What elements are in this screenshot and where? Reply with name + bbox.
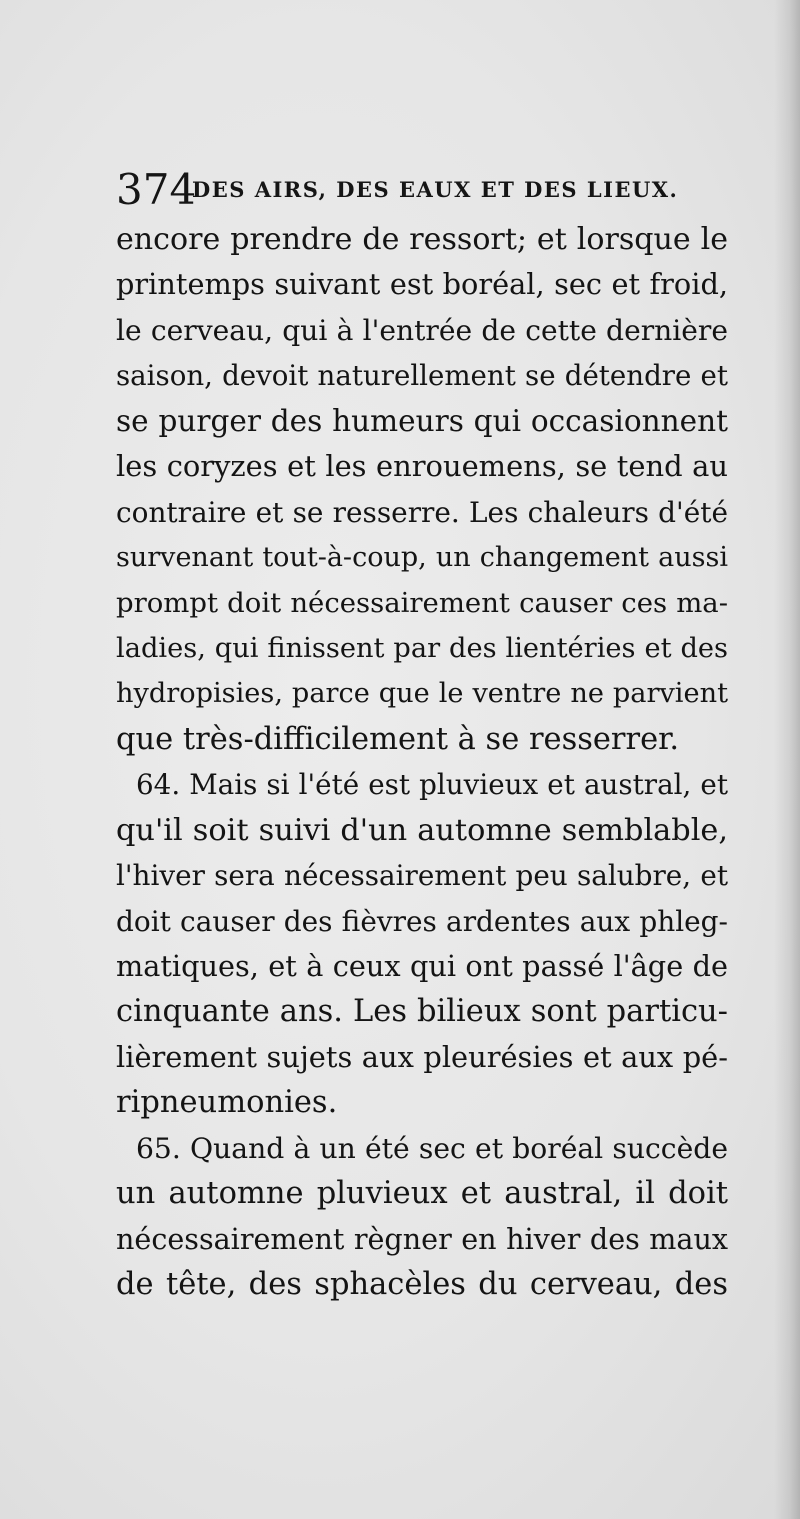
page-gutter-shadow bbox=[774, 0, 800, 1519]
page-number: 374 bbox=[116, 165, 197, 214]
text-line: survenant tout-à-coup, un changement aussi bbox=[116, 542, 728, 574]
paragraph-65-start: 65. Quand à un été sec et boréal succède bbox=[136, 1131, 728, 1165]
text-line: l'hiver sera nécessairement peu salubre, et bbox=[116, 859, 728, 893]
text-line: contraire et se resserre. Les chaleurs d'été bbox=[116, 495, 728, 529]
paragraph-end-line: ripneumonies. bbox=[116, 1085, 338, 1121]
text-line: qu'il soit suivi d'un automne semblable, bbox=[116, 812, 728, 848]
text-line: de tête, des sphacèles du cerveau, des bbox=[116, 1267, 728, 1303]
text-line: les coryzes et les enrouemens, se tend au bbox=[116, 449, 728, 484]
text-line: lièrement sujets aux pleurésies et aux pé- bbox=[116, 1039, 728, 1074]
text-line: ladies, qui finissent par des lientéries et des bbox=[116, 632, 728, 664]
page-header bbox=[116, 162, 736, 218]
text-line: prompt doit nécessairement causer ces ma- bbox=[116, 586, 728, 619]
text-line: printemps suivant est boréal, sec et froid, bbox=[116, 267, 728, 302]
text-line: se purger des humeurs qui occasionnent bbox=[116, 403, 728, 438]
running-title: DES AIRS, DES EAUX ET DES LIEUX. bbox=[192, 177, 679, 202]
text-line: hydropisies, parce que le ventre ne parvient bbox=[116, 678, 728, 710]
text-line: cinquante ans. Les bilieux sont particu- bbox=[116, 994, 728, 1030]
body-text bbox=[116, 217, 728, 1308]
paragraph-64-start: 64. Mais si l'été est pluvieux et austral, et bbox=[136, 768, 728, 802]
text-line: saison, devoit naturellement se détendre et bbox=[116, 359, 728, 393]
text-line: encore prendre de ressort; et lorsque le bbox=[116, 222, 728, 257]
text-line: un automne pluvieux et austral, il doit bbox=[116, 1176, 728, 1212]
text-line: doit causer des fièvres ardentes aux phleg- bbox=[116, 904, 728, 938]
text-line: matiques, et à ceux qui ont passé l'âge de bbox=[116, 949, 728, 983]
text-line: le cerveau, qui à l'entrée de cette dernière bbox=[116, 313, 728, 347]
paragraph-end-line: que très-difficilement à se resserrer. bbox=[116, 721, 680, 757]
text-line: nécessairement règner en hiver des maux bbox=[116, 1221, 728, 1256]
